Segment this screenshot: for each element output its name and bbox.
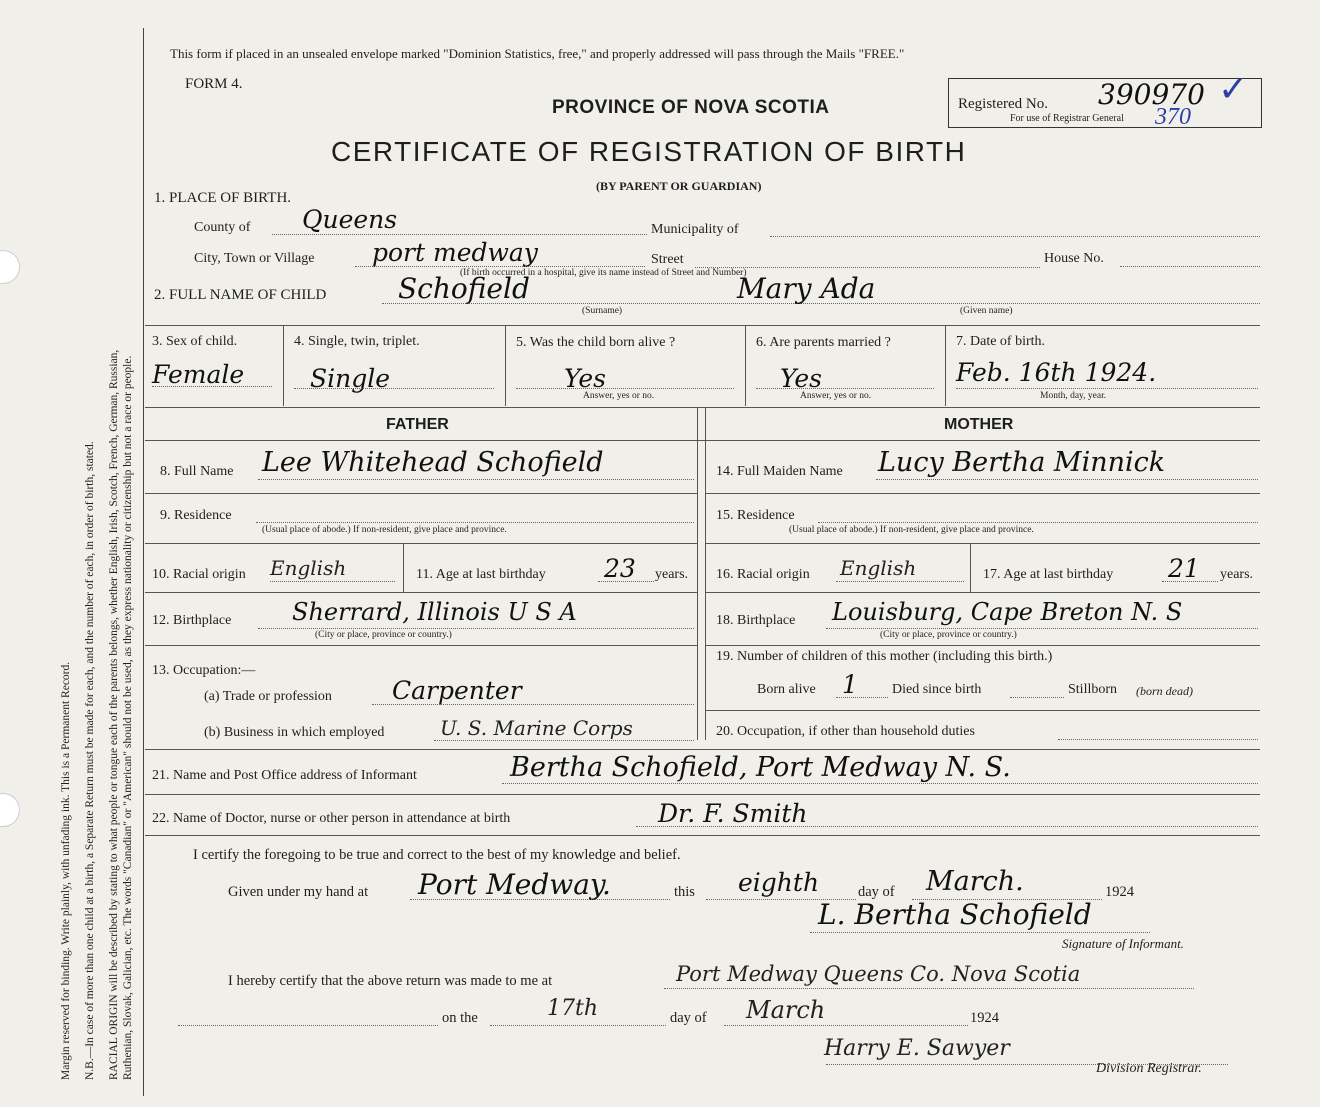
parents-married-label: 6. Are parents married ? (756, 335, 891, 350)
registrar-place: Port Medway Queens Co. Nova Scotia (676, 962, 1081, 986)
mother-birthplace-note: (City or place, province or country.) (880, 630, 1017, 640)
sidebar-note-4: Ruthenian, Slovak, Galician, etc. The words "Canadian" or "American" should not be used, as they express nationality or citizenship but not a race or people. (122, 355, 134, 1080)
doctor-label: 22. Name of Doctor, nurse or other person in attendance at birth (152, 811, 511, 826)
certify-statement: I certify the foregoing to be true and correct to the best of my knowledge and belief. (193, 847, 681, 863)
street-label: Street (651, 252, 684, 267)
trade-label: (a) Trade or profession (204, 689, 332, 704)
mother-racial-value: English (840, 556, 917, 580)
father-heading: FATHER (386, 416, 449, 433)
binding-margin-line (143, 28, 144, 1096)
father-residence-note: (Usual place of abode.) If non-resident, give place and province. (262, 525, 507, 535)
mother-age-value: 21 (1168, 554, 1200, 583)
sidebar-note-3: RACIAL ORIGIN will be described by stating to what people or tongue each of the parents belongs, whether English, Irish, Scotch, French, German, Russian, (108, 349, 120, 1080)
certificate-title: CERTIFICATE OF REGISTRATION OF BIRTH (331, 136, 967, 167)
informant-signature-label: Signature of Informant. (1062, 936, 1184, 951)
father-racial-value: English (270, 556, 347, 580)
died-since-birth-label: Died since birth (892, 682, 982, 697)
registrar-signature: Harry E. Sawyer (824, 1036, 1010, 1061)
registered-label: Registered No. (958, 96, 1048, 112)
registered-number: 390970 (1098, 78, 1205, 111)
province-heading: PROVINCE OF NOVA SCOTIA (552, 97, 830, 118)
birth-date-note: Month, day, year. (1040, 391, 1107, 401)
mother-name-label: 14. Full Maiden Name (716, 464, 843, 479)
father-birthplace-note: (City or place, province or country.) (315, 630, 452, 640)
registration-day: 17th (547, 996, 599, 1021)
business-label: (b) Business in which employed (204, 725, 385, 740)
mother-heading: MOTHER (944, 416, 1014, 433)
sex-value: Female (152, 360, 245, 389)
child-name-label: 2. FULL NAME OF CHILD (154, 287, 327, 303)
registrar-statement: I hereby certify that the above return was made to me at (228, 973, 553, 989)
municipality-label: Municipality of (651, 222, 739, 237)
born-alive-count-value: 1 (842, 670, 858, 699)
father-age-value: 23 (604, 554, 636, 583)
form-number: FORM 4. (185, 76, 243, 92)
mother-residence-note: (Usual place of abode.) If non-resident, give place and province. (789, 525, 1034, 535)
mother-birthplace-label: 18. Birthplace (716, 613, 796, 628)
surname-note: (Surname) (582, 306, 623, 316)
county-label: County of (194, 220, 251, 235)
born-alive-note: Answer, yes or no. (583, 391, 655, 401)
registrar-code: 370 (1155, 104, 1191, 130)
children-count-label: 19. Number of children of this mother (including this birth.) (716, 649, 1053, 664)
birth-date-value: Feb. 16th 1924. (956, 358, 1157, 387)
city-label: City, Town or Village (194, 251, 315, 266)
given-name-note: (Given name) (960, 306, 1013, 316)
mail-notice: This form if placed in an unsealed envelope marked "Dominion Statistics, free," and properly addressed will pass through the Mails "FREE." (170, 46, 905, 61)
day-of-label: day of (858, 884, 895, 900)
binding-hole-top (0, 250, 20, 284)
informant-label: 21. Name and Post Office address of Informant (152, 768, 417, 783)
division-registrar-label: Division Registrar. (1096, 1061, 1202, 1076)
child-given-name: Mary Ada (737, 272, 876, 305)
informant-signature: L. Bertha Schofield (818, 898, 1092, 931)
registrar-note: For use of Registrar General (1010, 113, 1124, 124)
plurality-value: Single (310, 364, 391, 393)
registration-year: 1924 (970, 1010, 999, 1026)
house-number-label: House No. (1044, 251, 1104, 266)
father-birthplace-label: 12. Birthplace (152, 613, 232, 628)
father-name-label: 8. Full Name (160, 464, 234, 479)
born-alive-value: Yes (564, 364, 606, 393)
child-surname: Schofield (398, 272, 530, 305)
stillborn-label: Stillborn (1068, 682, 1118, 697)
year-value: 1924 (1105, 884, 1134, 900)
registration-month: March (746, 996, 826, 1024)
father-racial-label: 10. Racial origin (152, 567, 246, 582)
father-birthplace-value: Sherrard, Illinois U S A (292, 598, 577, 626)
doctor-value: Dr. F. Smith (658, 799, 808, 828)
birth-date-label: 7. Date of birth. (956, 334, 1046, 349)
mother-occupation-label: 20. Occupation, if other than household duties (716, 724, 975, 739)
sidebar-note-1: Margin reserved for binding. Write plainly, with unfading ink. This is a Permanent Record. (60, 661, 72, 1080)
city-value: port medway (372, 238, 538, 267)
given-place-value: Port Medway. (418, 868, 611, 901)
sex-label: 3. Sex of child. (152, 334, 238, 349)
hospital-note: (If birth occurred in a hospital, give its name instead of Street and Number) (460, 268, 747, 278)
mother-name-value: Lucy Bertha Minnick (878, 447, 1166, 478)
on-the-label: on the (442, 1010, 478, 1026)
parents-married-note: Answer, yes or no. (800, 391, 872, 401)
county-value: Queens (302, 205, 398, 234)
trade-value: Carpenter (392, 676, 522, 705)
father-age-years: years. (655, 567, 689, 582)
business-value: U. S. Marine Corps (440, 716, 633, 740)
father-name-value: Lee Whitehead Schofield (262, 447, 604, 478)
given-under-label: Given under my hand at (228, 884, 369, 900)
place-section-label: 1. PLACE OF BIRTH. (154, 190, 292, 206)
born-alive-label: 5. Was the child born alive ? (516, 335, 676, 350)
stillborn-note: (born dead) (1136, 684, 1193, 698)
father-residence-label: 9. Residence (160, 508, 232, 523)
certificate-subtitle: (BY PARENT OR GUARDIAN) (596, 179, 762, 193)
day-value: eighth (738, 868, 820, 897)
father-age-label: 11. Age at last birthday (416, 567, 546, 582)
plurality-label: 4. Single, twin, triplet. (294, 334, 420, 349)
mother-residence-label: 15. Residence (716, 508, 795, 523)
born-alive-count-label: Born alive (757, 682, 816, 697)
mother-age-years: years. (1220, 567, 1254, 582)
mother-birthplace-value: Louisburg, Cape Breton N. S (832, 598, 1183, 626)
month-value: March. (926, 866, 1024, 897)
sidebar-note-2: N.B.—In case of more than one child at a birth, a Separate Return must be made for each, and the number of each, in order of birth, stated. (84, 441, 96, 1080)
mother-racial-label: 16. Racial origin (716, 567, 810, 582)
mother-age-label: 17. Age at last birthday (983, 567, 1114, 582)
this-label: this (674, 884, 695, 900)
parents-married-value: Yes (780, 364, 822, 393)
informant-value: Bertha Schofield, Port Medway N. S. (510, 752, 1011, 783)
binding-hole-bottom (0, 793, 20, 827)
occupation-label: 13. Occupation:— (152, 663, 256, 678)
checkmark-icon: ✓ (1218, 69, 1249, 109)
registration-day-of-label: day of (670, 1010, 707, 1026)
